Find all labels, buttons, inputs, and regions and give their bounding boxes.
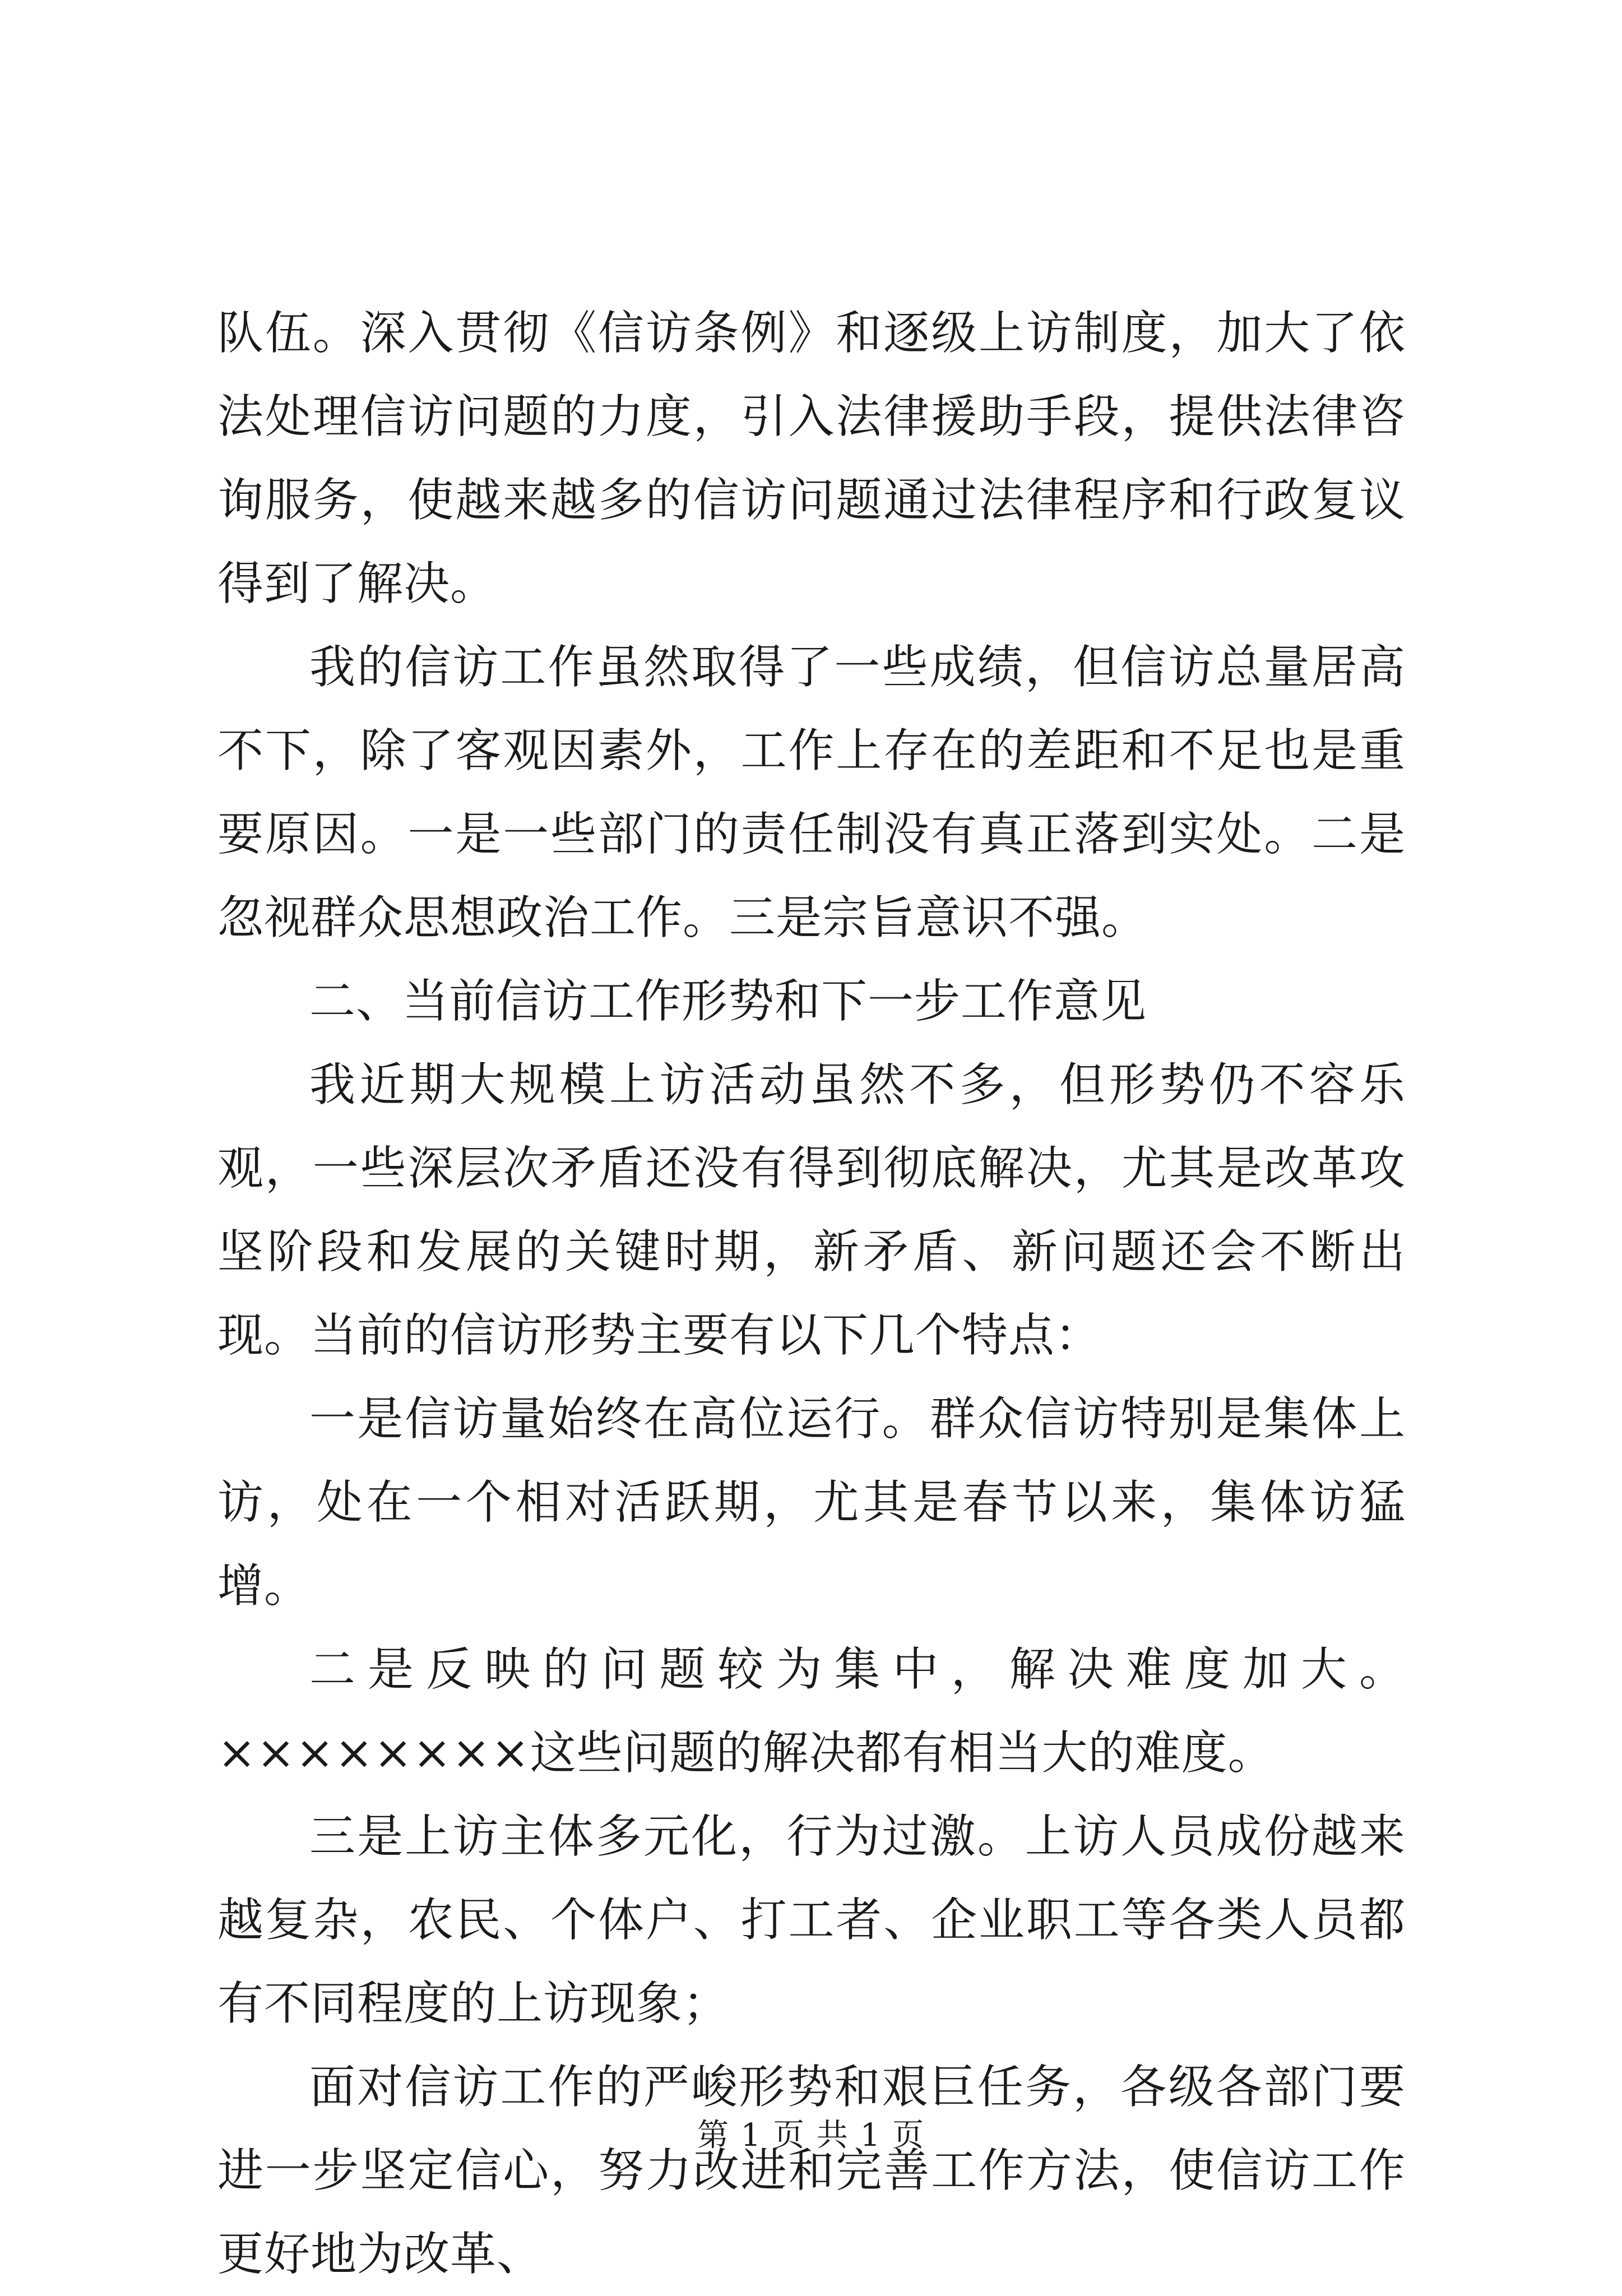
paragraph-7: 三是上访主体多元化，行为过激。上访人员成份越来越复杂，农民、个体户、打工者、企业职工等各类人员都有不同程度的上访现象； (217, 1810, 1406, 2030)
paragraph-6-line-2: ××××××××这些问题的解决都有相当大的难度。 (217, 1726, 1275, 1780)
paragraph-2: 我的信访工作虽然取得了一些成绩，但信访总量居高不下，除了客观因素外，工作上存在的差距和不足也是重要原因。一是一些部门的责任制没有真正落到实处。二是忽视群众思想政治工作。三是宗旨意识不强。 (217, 641, 1406, 945)
paragraph-5: 一是信访量始终在高位运行。群众信访特别是集体上访，处在一个相对活跃期，尤其是春节以来，集体访猛增。 (217, 1392, 1406, 1613)
section-heading: 二、当前信访工作形势和下一步工作意见 (309, 975, 1147, 1028)
page-footer: 第 1 页 共 1 页 (697, 2117, 925, 2154)
paragraph-4: 我近期大规模上访活动虽然不多，但形势仍不容乐观，一些深层次矛盾还没有得到彻底解决，尤其是改革攻坚阶段和发展的关键时期，新矛盾、新问题还会不断出现。当前的信访形势主要有以下几个特点： (217, 1058, 1406, 1362)
paragraph-6-line-1: 二是反映的问题较为集中，解决难度加大。 (309, 1643, 1406, 1696)
document-body (217, 291, 1406, 2296)
paragraph-1: 队伍。深入贯彻《信访条例》和逐级上访制度，加大了依法处理信访问题的力度，引入法律援助手段，提供法律咨询服务，使越来越多的信访问题通过法律程序和行政复议得到了解决。 (217, 307, 1406, 610)
paragraph-8: 面对信访工作的严峻形势和艰巨任务，各级各部门要进一步坚定信心，努力改进和完善工作方法，使信访工作更好地为改革、 (217, 2061, 1406, 2281)
